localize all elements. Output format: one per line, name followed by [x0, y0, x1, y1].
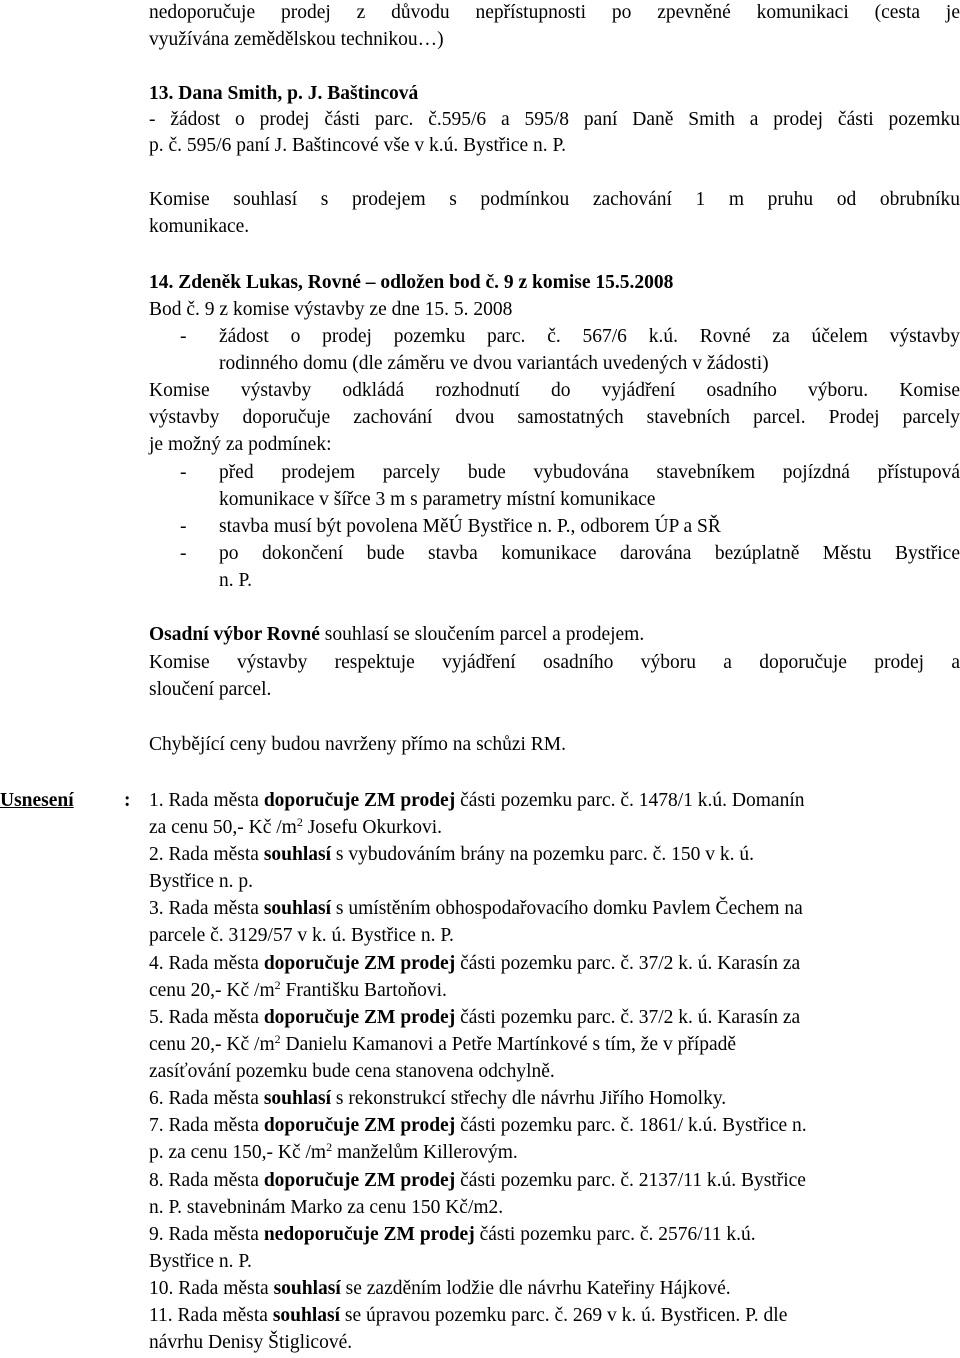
text-line: rodinného domu (dle záměru ve dvou variantách uvedených v žádosti) — [219, 353, 769, 374]
text-span: s umístěním obhospodařovacího domku Pavlem Čechem na — [335, 898, 803, 919]
resolution-5 — [149, 1005, 960, 1031]
text-line: stavba musí být povolena MěÚ Bystřice n. P., odborem ÚP a SŘ — [219, 516, 721, 537]
resolution-number: 1. — [149, 790, 164, 811]
text-span: manželům Killerovým. — [336, 1142, 518, 1163]
resolution-number: 7. — [149, 1115, 164, 1136]
resolution-verb: souhlasí — [263, 898, 332, 919]
text-line: komunikace. — [149, 216, 250, 237]
superscript: 2 — [274, 1032, 281, 1046]
text-line: - žádost o prodej části parc. č.595/6 a 595/8 paní Daně Smith a prodej části pozemku — [149, 109, 960, 130]
text-line: zasíťování pozemku bude cena stanovena odchylně. — [149, 1061, 555, 1082]
text-line: po dokončení bude stavba komunikace darována bezúplatně Městu Bystřice — [219, 543, 960, 564]
resolution-verb: souhlasí — [263, 1088, 332, 1109]
resolution-8 — [149, 1168, 960, 1194]
text-span: Rada města — [178, 1278, 269, 1299]
text-line: n. P. — [219, 570, 253, 591]
text-span: Rada města — [168, 1115, 259, 1136]
resolution-11 — [149, 1303, 960, 1329]
superscript: 2 — [296, 815, 303, 829]
text-line: Komise výstavby odkládá rozhodnutí do vyjádření osadního výboru. Komise — [149, 380, 960, 401]
resolution-number: 5. — [149, 1007, 164, 1028]
text-line: sloučení parcel. — [149, 679, 272, 700]
text-span: Danielu Kamanovi a Petře Martínkové s tím, že v případě — [285, 1034, 737, 1055]
usneseni-colon: : — [124, 790, 131, 811]
text-line: Komise výstavby respektuje vyjádření osadního výboru a doporučuje prodej a — [149, 652, 960, 673]
text-line: žádost o prodej pozemku parc. č. 567/6 k.ú. Rovné za účelem výstavby — [219, 326, 960, 347]
text-line — [149, 815, 960, 841]
text-line: návrhu Denisy Štiglicové. — [149, 1332, 353, 1353]
text-line: nedoporučuje prodej z důvodu nepřístupnosti po zpevněné komunikaci (cesta je — [149, 2, 960, 23]
text-line: je možný za podmínek: — [149, 434, 332, 455]
resolution-number: 4. — [149, 953, 164, 974]
text-line — [149, 1140, 960, 1166]
text-line: n. P. stavebninám Marko za cenu 150 Kč/m2. — [149, 1197, 504, 1218]
text-span: Františku Bartoňovi. — [285, 980, 447, 1001]
list-dash: - — [180, 516, 187, 537]
resolution-verb: nedoporučuje ZM prodej — [263, 1224, 475, 1245]
text-line — [149, 1032, 960, 1058]
text-line: p. č. 595/6 paní J. Baštincové vše v k.ú. Bystřice n. P. — [149, 135, 567, 156]
resolution-4 — [149, 951, 960, 977]
resolution-1 — [149, 788, 960, 814]
text-span: části pozemku parc. č. 37/2 k. ú. Karasín za — [460, 953, 801, 974]
text-span: Rada města — [168, 953, 259, 974]
resolution-number: 11. — [149, 1305, 173, 1326]
usneseni-label: Usnesení — [0, 790, 74, 811]
text-span: Rada města — [168, 1007, 259, 1028]
text-span: Rada města — [168, 790, 259, 811]
resolution-number: 9. — [149, 1224, 164, 1245]
resolution-number: 6. — [149, 1088, 164, 1109]
item-13-title: 13. Dana Smith, p. J. Baštincová — [149, 83, 419, 104]
text-line: Komise souhlasí s prodejem s podmínkou zachování 1 m pruhu od obrubníku — [149, 189, 960, 210]
superscript: 2 — [274, 978, 281, 992]
resolution-7 — [149, 1113, 960, 1139]
text-span: části pozemku parc. č. 37/2 k. ú. Karasín za — [460, 1007, 801, 1028]
text-span: cenu 20,- Kč /m — [149, 980, 275, 1001]
text-span: části pozemku parc. č. 1478/1 k.ú. Domanín — [460, 790, 805, 811]
resolution-verb: doporučuje ZM prodej — [263, 1170, 456, 1191]
resolution-9 — [149, 1222, 960, 1248]
list-dash: - — [180, 543, 187, 564]
text-line: Bystřice n. p. — [149, 871, 253, 892]
resolution-verb: souhlasí — [273, 1278, 341, 1299]
text-span: se zazděním lodžie dle návrhu Kateřiny Hájkové. — [345, 1278, 731, 1299]
text-span: se úpravou pozemku parc. č. 269 v k. ú. Bystřicen. P. dle — [344, 1305, 788, 1326]
text-span: cenu 20,- Kč /m — [149, 1034, 275, 1055]
text-span: Rada města — [168, 1088, 259, 1109]
text-span: Josefu Okurkovi. — [307, 817, 443, 838]
text-line: před prodejem parcely bude vybudována stavebníkem pojízdná přístupová — [219, 462, 960, 483]
resolution-3 — [149, 896, 960, 922]
text-line — [149, 622, 960, 648]
resolution-10 — [149, 1276, 960, 1302]
text-line: Bystřice n. P. — [149, 1251, 252, 1272]
text-line: výstavby doporučuje zachování dvou samostatných stavebních parcel. Prodej parcely — [149, 407, 960, 428]
text-span: části pozemku parc. č. 2137/11 k.ú. Bystřice — [460, 1170, 806, 1191]
text-span: Rada města — [168, 844, 259, 865]
resolution-verb: doporučuje ZM prodej — [263, 953, 456, 974]
item-14-title: 14. Zdeněk Lukas, Rovné – odložen bod č. 9 z komise 15.5.2008 — [149, 272, 674, 293]
resolution-verb: souhlasí — [263, 844, 332, 865]
text-span: s rekonstrukcí střechy dle návrhu Jiřího Homolky. — [335, 1088, 727, 1109]
text-span: Rada města — [168, 898, 259, 919]
text-span: Rada města — [177, 1305, 268, 1326]
osadni-vybor-label: Osadní výbor Rovné — [149, 624, 320, 645]
text-span: části pozemku parc. č. 2576/11 k.ú. — [479, 1224, 756, 1245]
text-span: Rada města — [168, 1170, 259, 1191]
text-span: s vybudováním brány na pozemku parc. č. 150 v k. ú. — [335, 844, 754, 865]
text-span: části pozemku parc. č. 1861/ k.ú. Bystřice n. — [460, 1115, 807, 1136]
text-line: využívána zemědělskou technikou…) — [149, 29, 444, 50]
text-span: za cenu 50,- Kč /m — [149, 817, 297, 838]
resolution-2 — [149, 842, 960, 868]
text-line — [149, 978, 960, 1004]
text-span: souhlasí se sloučením parcel a prodejem. — [319, 624, 645, 645]
resolution-number: 8. — [149, 1170, 164, 1191]
list-dash: - — [180, 326, 187, 347]
resolution-6 — [149, 1086, 960, 1112]
list-dash: - — [180, 462, 187, 483]
resolution-number: 2. — [149, 844, 164, 865]
resolution-number: 3. — [149, 898, 164, 919]
text-line: Chybějící ceny budou navrženy přímo na schůzi RM. — [149, 734, 566, 755]
resolution-number: 10. — [149, 1278, 174, 1299]
resolution-verb: souhlasí — [272, 1305, 341, 1326]
text-line: parcele č. 3129/57 v k. ú. Bystřice n. P. — [149, 925, 454, 946]
resolution-verb: doporučuje ZM prodej — [263, 1007, 456, 1028]
text-line: komunikace v šířce 3 m s parametry místní komunikace — [219, 489, 656, 510]
resolution-verb: doporučuje ZM prodej — [263, 790, 456, 811]
superscript: 2 — [326, 1140, 333, 1154]
resolution-verb: doporučuje ZM prodej — [263, 1115, 456, 1136]
text-span: Rada města — [168, 1224, 259, 1245]
text-line: Bod č. 9 z komise výstavby ze dne 15. 5. 2008 — [149, 299, 513, 320]
text-span: p. za cenu 150,- Kč /m — [149, 1142, 327, 1163]
